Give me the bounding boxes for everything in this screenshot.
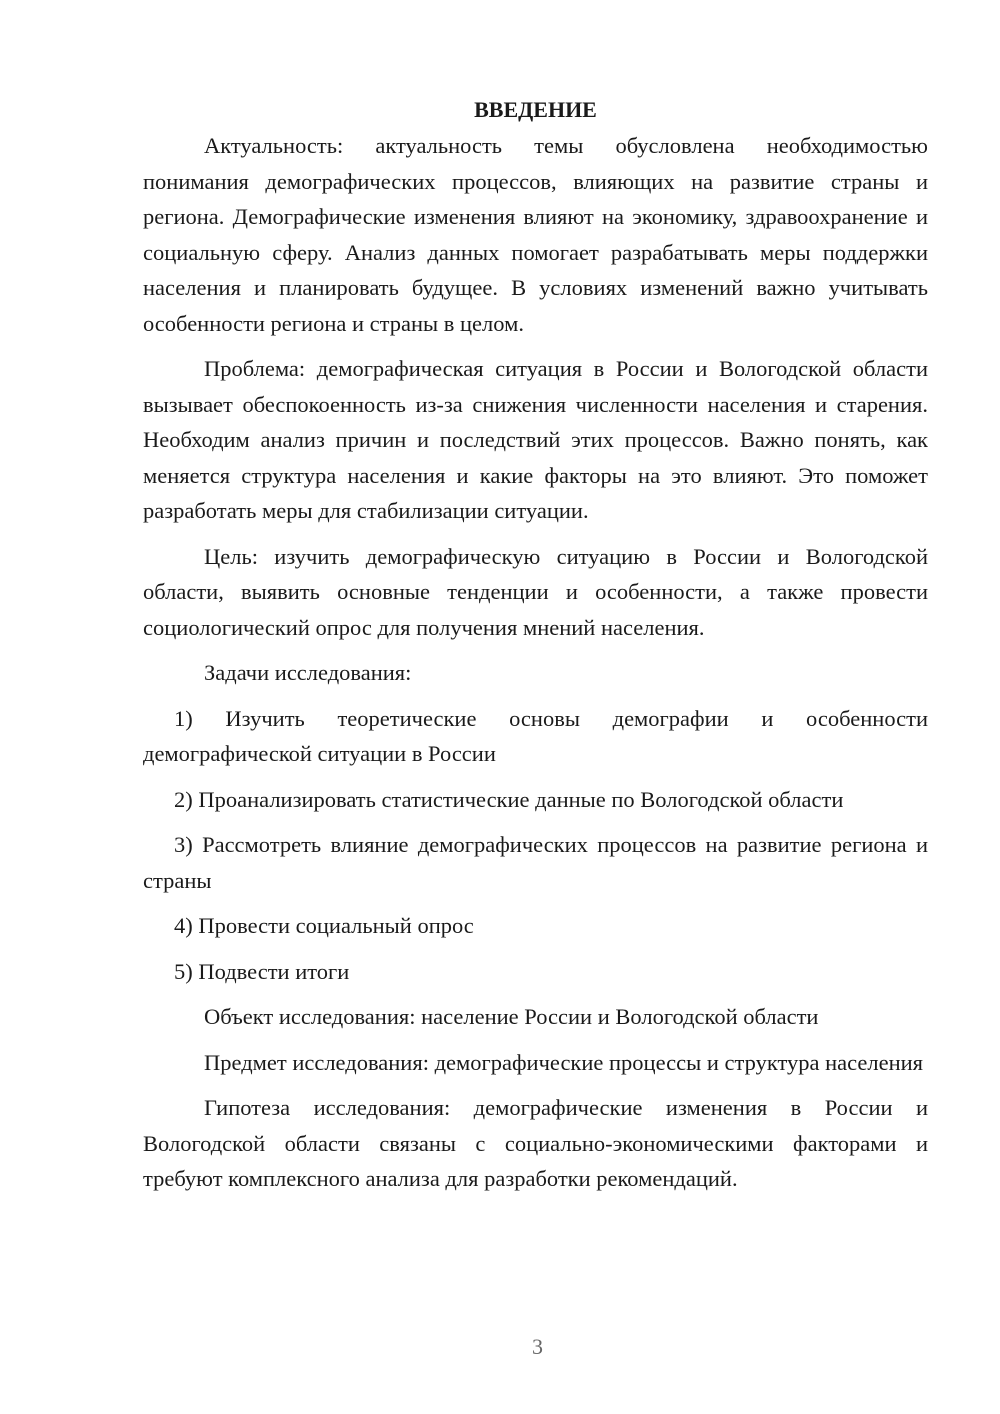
tasks-heading: Задачи исследования: [204, 660, 412, 685]
task-item-5: 5) Подвести итоги [174, 958, 350, 984]
task-item-2: 2) Проанализировать статистические данные по Вологодской области [174, 786, 844, 812]
paragraph-hypothesis: Гипотеза исследования: демографические изменения в России и Вологодской области связаны с социально-экономическими факторами и требуют комплексного анализа для разработки рекомендаций. [143, 1095, 928, 1191]
task-item-1: 1) Изучить теоретические основы демографии и особенности демографической ситуации в России [143, 705, 928, 766]
task-item-4: 4) Провести социальный опрос [174, 913, 474, 938]
paragraph-object: Объект исследования: население России и Вологодской области [204, 1004, 819, 1029]
paragraph-goal: Цель: изучить демографическую ситуацию в России и Вологодской области, выявить основные тенденции и особенности, а также провести социологический опрос для получения мнений населения. [143, 543, 928, 640]
task-item-3: 3) Рассмотреть влияние демографических процессов на развитие региона и страны [143, 832, 928, 893]
document-title: ВВЕДЕНИЕ [474, 97, 597, 122]
paragraph-subject: Предмет исследования: демографические процессы и структура населения [204, 1049, 924, 1075]
paragraph-problem: Проблема: демографическая ситуация в России и Вологодской области вызывает обеспокоенность из-за снижения численности населения и старения. Необходим анализ причин и последствий этих процессов. Важно понять, как меняется структура населения и какие факторы на это влияют. Это поможет разработать меры для стабилизации ситуации. [143, 356, 928, 523]
page-number: 3 [532, 1334, 543, 1359]
paragraph-relevance: Актуальность: актуальность темы обусловлена необходимостью понимания демографических процессов, влияющих на развитие страны и региона. Демографические изменения влияют на экономику, здравоохранение и социальную сферу. Анализ данных помогает разрабатывать меры поддержки населения и планировать будущее. В условиях изменений важно учитывать особенности региона и страны в целом. [143, 133, 928, 336]
document-page [143, 92, 928, 1197]
